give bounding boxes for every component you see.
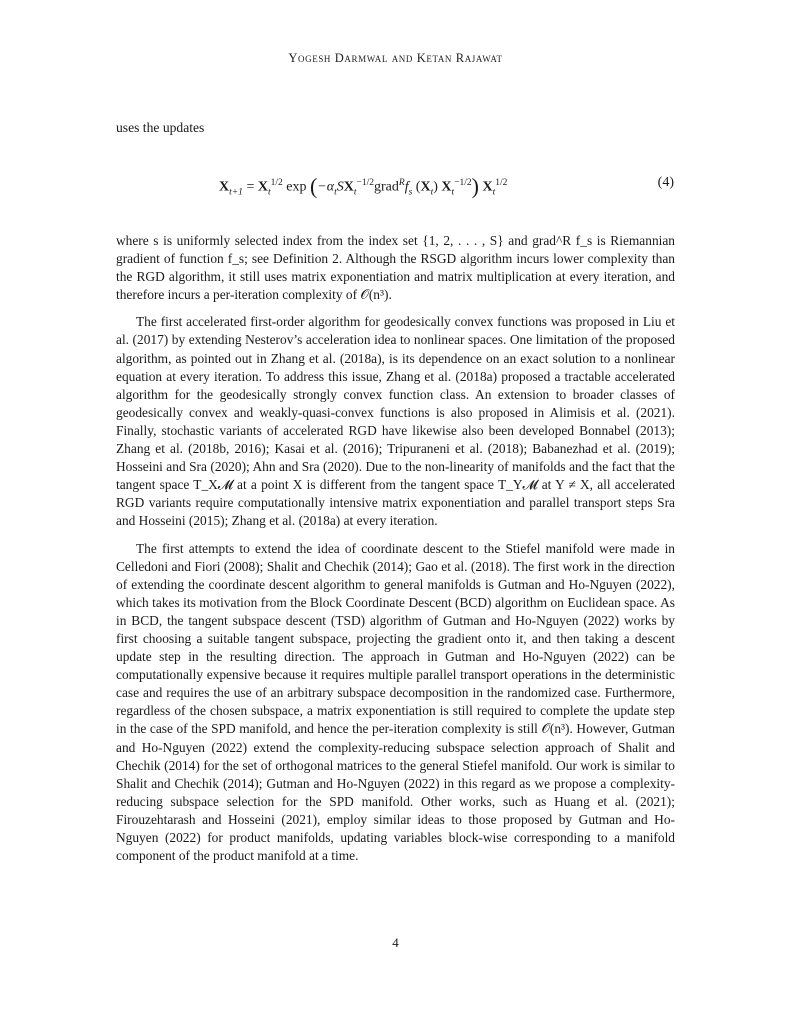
running-header: Yogesh Darmwal and Ketan Rajawat [288, 51, 503, 65]
eq-big-paren-close: ) [471, 173, 479, 199]
page-number: 4 [392, 935, 399, 950]
eq-x4: X [441, 179, 452, 195]
eq-alpha-sub: t [334, 187, 337, 198]
eq-grad: grad [374, 179, 399, 195]
paragraph-2: The first accelerated first-order algorithm for geodesically convex functions was proposed in Liu et al. (2017) by extending Nesterov’s acceleration idea to nonlinear spaces. One limitation of the proposed algorithm, as pointed out in Zhang et al. (2018a), is its dependence on an exact solution to a nonlinear equation at every iteration. To address this issue, Zhang et al. (2018a) proposed a tractable accelerated algorithm for the geodesically strongly convex function class. An extension to broader classes of geodesically convex and weakly-quasi-convex functions is also proposed in Alimisis et al. (2021). Finally, stochastic variants of accelerated RGD have likewise also been developed Bonnabel (2013); Zhang et al. (2018b, 2016); Kasai et al. (2016); Tripuraneni et al. (2018); Babanezhad et al. (2019); Hosseini and Sra (2020); Ahn and Sra (2020). Due to the non-linearity of manifolds and the fact that the tangent space T_X𝓜 at a point X is different from the tangent space T_Y𝓜 at Y ≠ X, all accelerated RGD variants require computationally intensive matrix exponentiation and parallel transport steps Sra and Hosseini (2015); Zhang et al. (2018a) at every iteration. [116, 314, 675, 529]
eq-x3-sub: t [430, 187, 434, 198]
eq-alpha: −α [317, 179, 335, 195]
eq-x3: X [420, 179, 431, 195]
eq-grad-sup: R [398, 178, 405, 188]
body-text [116, 232, 675, 874]
eq-x2: X [343, 179, 354, 195]
eq-x5-sub: t [492, 187, 496, 198]
equation-number: (4) [657, 175, 674, 190]
eq-f: f [404, 179, 409, 195]
equation-body [219, 168, 507, 207]
eq-equals: = [246, 179, 255, 195]
eq-s: S [336, 179, 344, 195]
eq-big-paren-open: ( [309, 173, 318, 199]
equation-4 [116, 168, 676, 200]
eq-x4-sup: −1/2 [454, 178, 472, 188]
eq-lhs-sub: t+1 [229, 187, 243, 198]
eq-lhs: X [219, 179, 230, 195]
eq-paren-open: ( [415, 179, 421, 195]
eq-x5-sup: 1/2 [495, 178, 508, 188]
eq-x2-sub: t [353, 187, 357, 198]
eq-x1-sub: t [267, 187, 271, 198]
eq-x4-sub: t [451, 187, 455, 198]
paragraph-3: The first attempts to extend the idea of coordinate descent to the Stiefel manifold were made in Celledoni and Fiori (2008); Shalit and Chechik (2014); Gao et al. (2018). The first work in the direction of extending the coordinate descent algorithm to general manifolds is Gutman and Ho-Nguyen (2022), which takes its motivation from the Block Coordinate Descent (BCD) algorithm on Euclidean space. As in BCD, the tangent subspace descent (TSD) algorithm of Gutman and Ho-Nguyen (2022) works by first choosing a suitable tangent subspace, projecting the gradient onto it, and then taking a descent update step in the resulting direction. The approach in Gutman and Ho-Nguyen (2022) can be computationally expensive because it requires multiple parallel transport operations in the deterministic case and requires the use of an arbitrary subspace decomposition in the randomized case. Furthermore, regardless of the chosen subspace, a matrix exponentiation is still required to complete the update step in the case of the SPD manifold, and hence the per-iteration complexity is still 𝒪(n³). However, Gutman and Ho-Nguyen (2022) extend the complexity-reducing subspace selection approach of Shalit and Chechik (2014) for the set of orthogonal matrices to the general Stiefel manifold. Our work is similar to Shalit and Chechik (2014); Gutman and Ho-Nguyen (2022) in this regard as we propose a complexity-reducing subspace selection for the SPD manifold. Other works, such as Huang et al. (2021); Firouzehtarash and Hosseini (2021), employ similar ideas to those proposed by Gutman and Ho-Nguyen (2022) for product manifolds, updating variables block-wise corresponding to a manifold component of the product manifold at a time. [116, 540, 675, 864]
eq-x1: X [257, 179, 268, 195]
eq-f-sub: s [408, 187, 413, 198]
eq-paren-close: ) [433, 179, 438, 195]
eq-x1-sup: 1/2 [270, 178, 283, 188]
eq-exp: exp [286, 179, 307, 195]
lead-text: uses the updates [116, 120, 205, 135]
eq-x5: X [482, 179, 493, 195]
eq-x2-sup: −1/2 [356, 178, 374, 188]
paragraph-1: where s is uniformly selected index from the index set {1, 2, . . . , S} and grad^R f_s is Riemannian gradient of function f_s; see Definition 2. Although the RSGD algorithm incurs lower complexity than the RGD algorithm, it still uses matrix exponentiation and matrix multiplication at every iteration, and therefore incurs a per-iteration complexity of 𝒪(n³). [116, 233, 675, 303]
